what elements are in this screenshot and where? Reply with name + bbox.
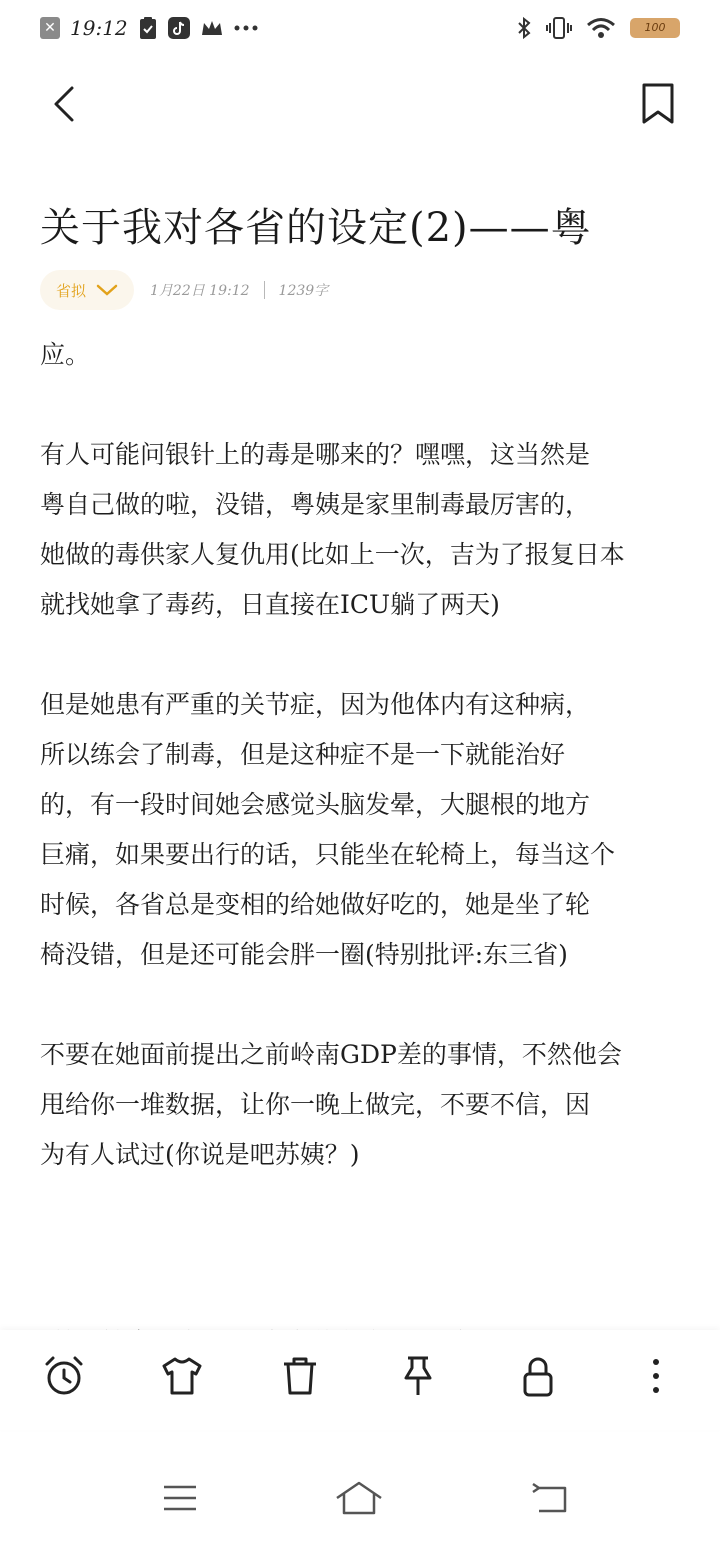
more-button[interactable] (632, 1352, 680, 1400)
note-body[interactable] (40, 330, 680, 1180)
back-icon (529, 1481, 569, 1515)
text-line: 时候，各省总是变相的给她做好吃的，她是坐了轮 (40, 890, 591, 919)
pin-icon (396, 1354, 440, 1398)
nav-home-button[interactable] (334, 1478, 384, 1518)
status-bar (0, 0, 720, 56)
paragraph-gap (40, 380, 680, 430)
paragraph-gap (40, 630, 680, 680)
wifi-icon (586, 17, 616, 39)
crown-icon (200, 18, 224, 38)
lock-icon (516, 1354, 560, 1398)
text-line: 巨痛，如果要出行的话，只能坐在轮椅上，每当这个 (40, 840, 616, 869)
status-time: 19:12 (70, 16, 128, 40)
system-nav-bar (0, 1440, 720, 1544)
note-date: 1月22日 19:12 (150, 283, 250, 299)
alarm-clock-icon (42, 1354, 86, 1398)
text-line: 的，有一段时间她会感觉头脑发晕，大腿根的地方 (40, 790, 591, 819)
chevron-down-icon (96, 283, 118, 297)
tshirt-icon (160, 1354, 204, 1398)
paragraph-gap (40, 980, 680, 1030)
vibrate-icon (546, 16, 572, 40)
text-line: 甩给你一堆数据，让你一晚上做完，不要不信，因 (40, 1090, 591, 1119)
text-line: 就找她拿了毒药，日直接在ICU躺了两天) (40, 590, 500, 619)
text-line: 她做的毒供家人复仇用(比如上一次，吉为了报复日本 (40, 540, 625, 569)
status-bar-left (40, 14, 258, 42)
pin-button[interactable] (394, 1352, 442, 1400)
trash-icon (278, 1354, 322, 1398)
status-bar-right (516, 14, 680, 42)
note-meta (40, 270, 328, 310)
bluetooth-icon (516, 16, 532, 40)
text-line: 应。 (40, 340, 91, 369)
folder-selector[interactable] (40, 270, 134, 310)
note-header (0, 70, 720, 140)
home-icon (334, 1480, 384, 1516)
note-toolbar (0, 1330, 720, 1430)
bookmark-button[interactable] (636, 82, 680, 126)
tiktok-icon (168, 17, 190, 39)
nav-menu-button[interactable] (155, 1478, 205, 1518)
back-button[interactable] (44, 82, 88, 126)
bookmark-icon (636, 82, 680, 126)
chevron-left-icon (44, 82, 88, 126)
nav-back-button[interactable] (524, 1478, 574, 1518)
delete-button[interactable] (276, 1352, 324, 1400)
more-dots-icon (234, 25, 258, 31)
clipboard-check-icon (138, 16, 158, 40)
folder-label: 省拟 (56, 281, 87, 300)
more-vertical-icon (650, 1356, 662, 1396)
text-line: 椅没错，但是还可能会胖一圈(特别批评:东三省) (40, 940, 568, 969)
menu-icon (162, 1483, 198, 1513)
text-line: 粤自己做的啦，没错，粤姨是家里制毒最厉害的， (40, 490, 591, 519)
text-line: 有人可能问银针上的毒是哪来的？嘿嘿，这当然是 (40, 440, 591, 469)
lock-button[interactable] (514, 1352, 562, 1400)
word-count: 1239字 (278, 283, 329, 299)
close-notification-icon: ✕ (40, 17, 60, 39)
text-line: 不要在她面前提出之前岭南GDP差的事情，不然他会 (40, 1040, 622, 1069)
battery-icon: 100 (630, 18, 680, 38)
meta-divider (264, 281, 265, 299)
skin-button[interactable] (158, 1352, 206, 1400)
note-title[interactable]: 关于我对各省的设定(2)——粤 (40, 205, 592, 251)
text-line: 为有人试过(你说是吧苏姨？) (40, 1140, 360, 1169)
text-line: 所以练会了制毒，但是这种症不是一下就能治好 (40, 740, 566, 769)
reminder-button[interactable] (40, 1352, 88, 1400)
text-line: 但是她患有严重的关节症，因为他体内有这种病， (40, 690, 591, 719)
